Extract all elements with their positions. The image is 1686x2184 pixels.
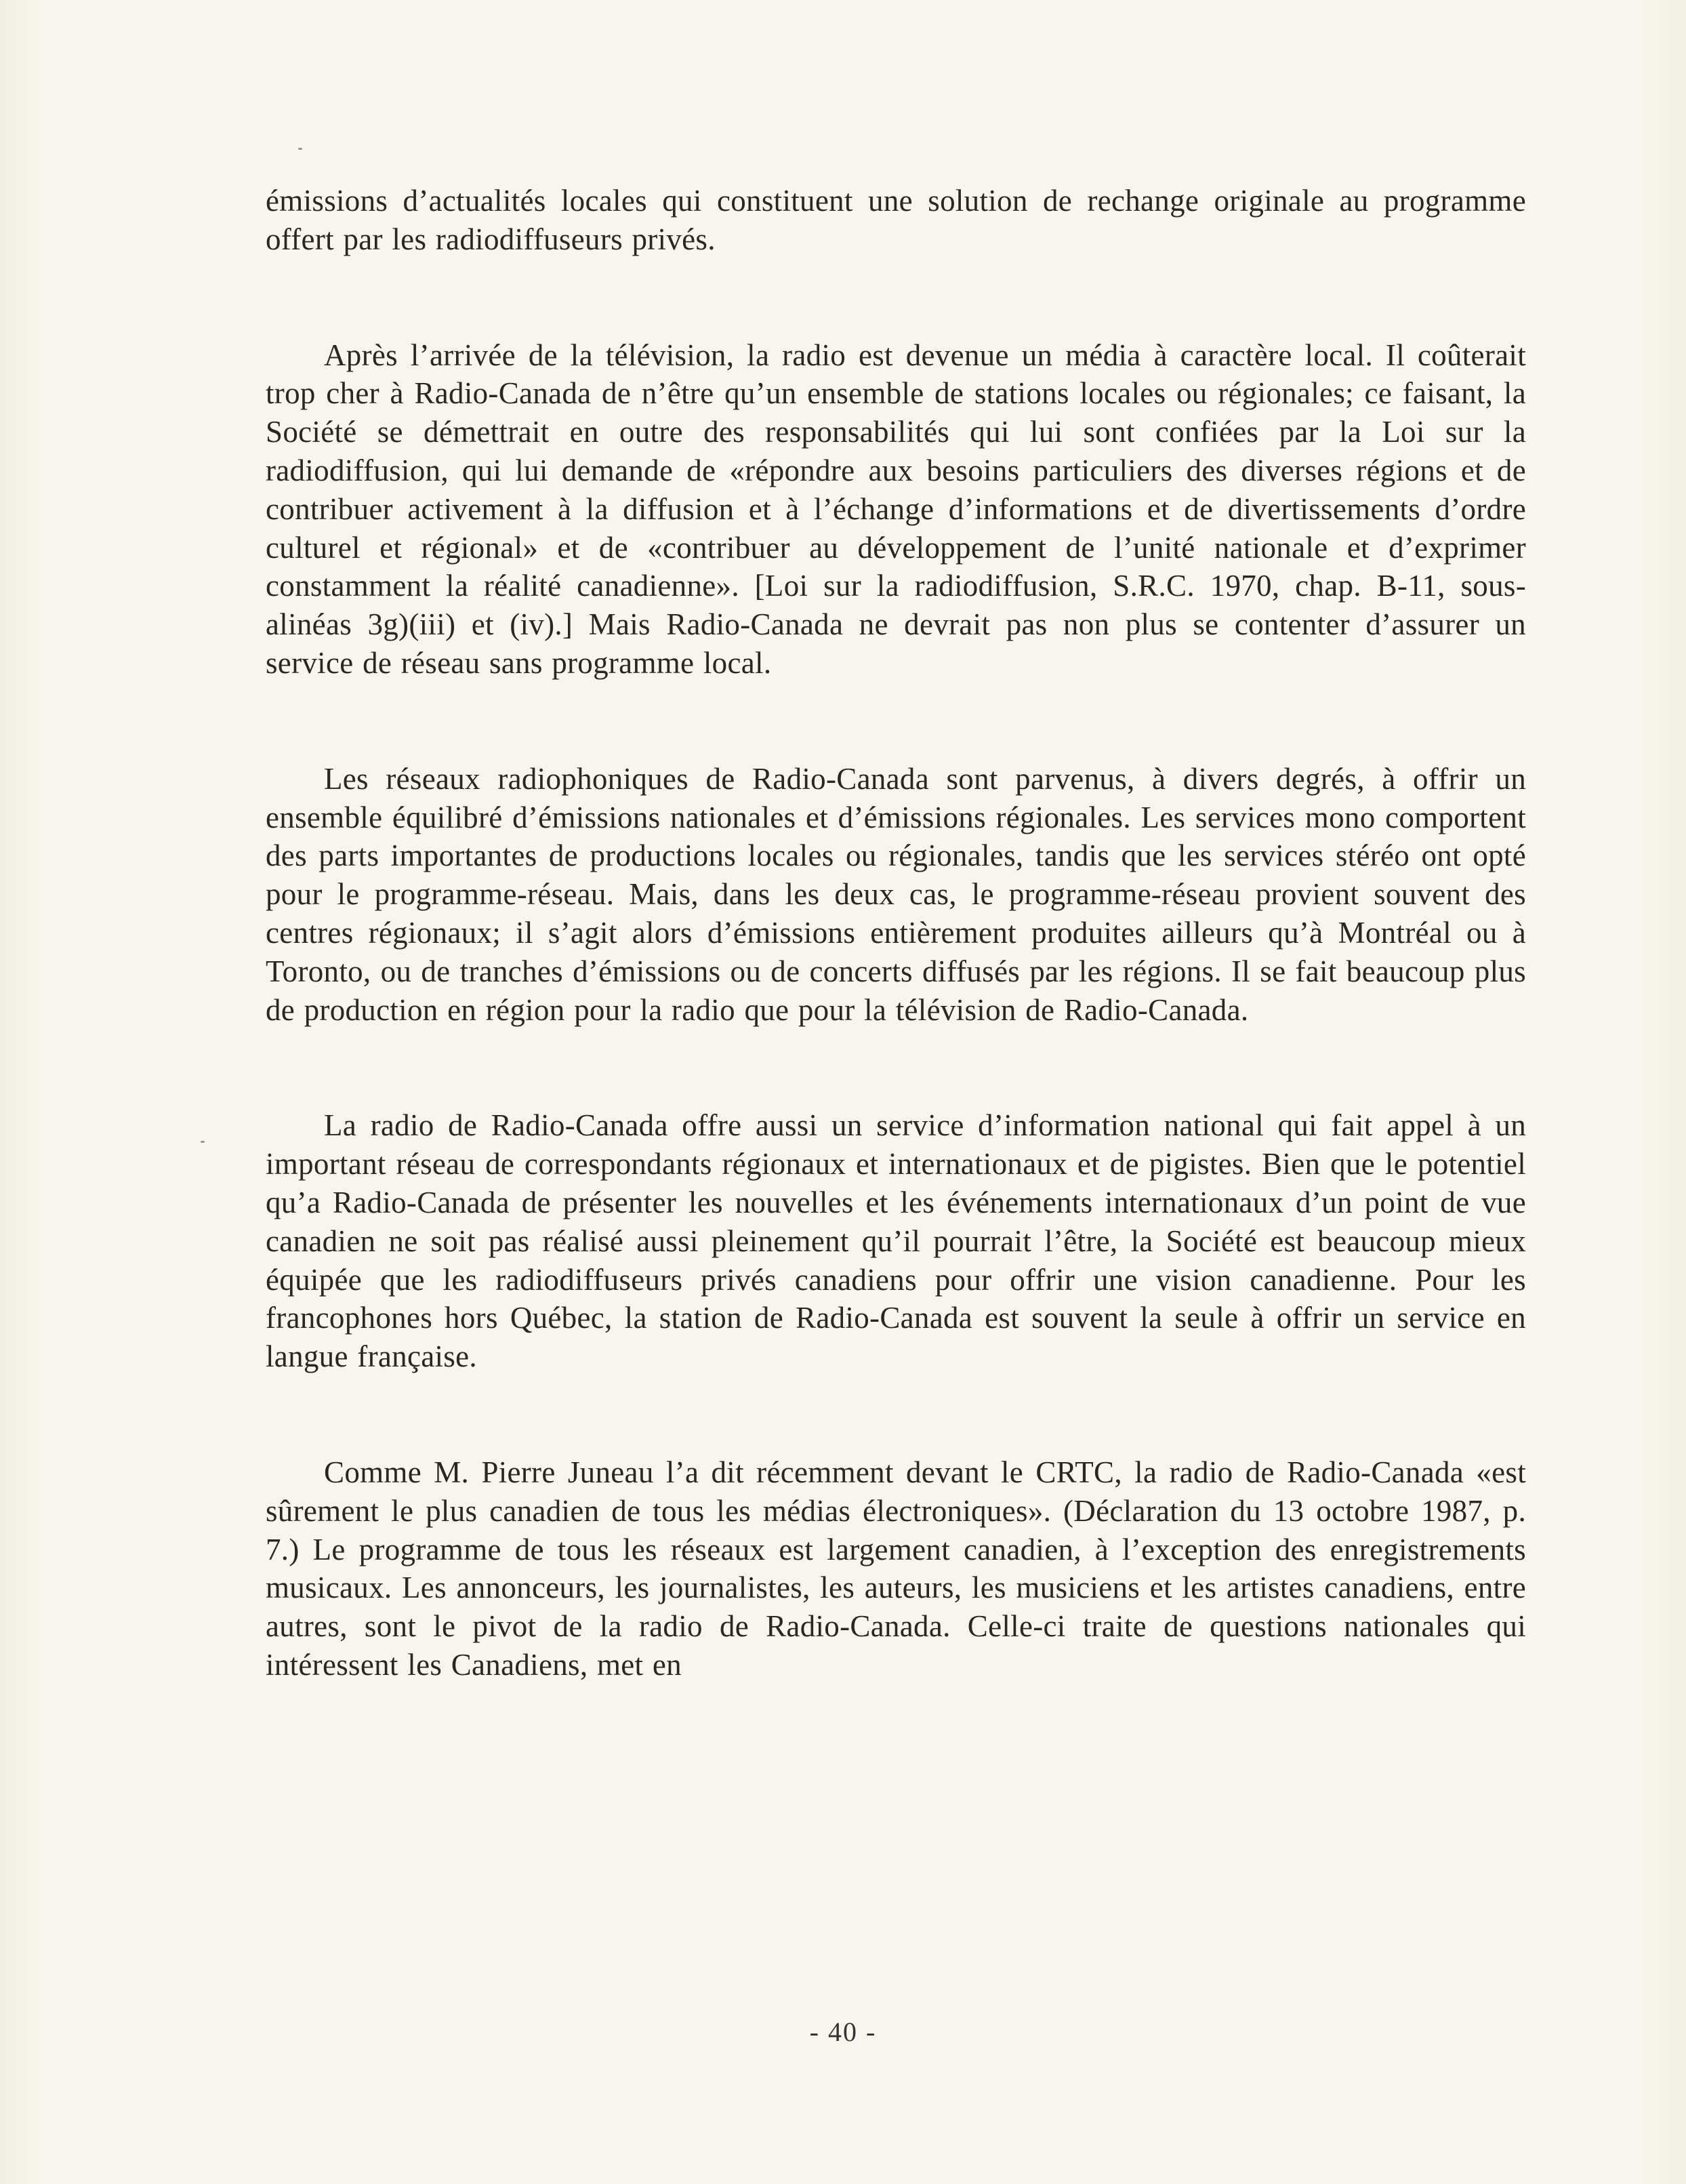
paragraph-radio-networks: Les réseaux radiophoniques de Radio-Canada sont parvenus, à divers degrés, à offrir un ensemble équilibré d’émissions nationales et d’émissions régionales. Les services mono comportent des parts importantes de productions locales ou régionales, tandis que les services stéréo ont opté pour le programme-réseau. Mais, dans les deux cas, le programme-réseau provient souvent des centres régionaux; il s’agit alors d’émissions entièrement produites ailleurs qu’à Montréal ou à Toronto, ou de tranches d’émissions ou de concerts diffusés par les régions. Il se fait beaucoup plus de production en région pour la radio que pour la télévision de Radio-Canada. — [266, 761, 1526, 1027]
scan-speck — [298, 148, 302, 150]
paragraph-information-service: La radio de Radio-Canada offre aussi un service d’information national qui fait appel à un important réseau de correspondants régionaux et internationaux et de pigistes. Bien que le potentiel qu’a Radio-Canada de présenter les nouvelles et les événements internationaux d’un point de vue canadien ne soit pas réalisé aussi pleinement qu’il pourrait l’être, la Société est beaucoup mieux équipée que les radiodiffuseurs privés canadiens pour offrir une vision canadienne. Pour les francophones hors Québec, la station de Radio-Canada est souvent la seule à offrir un service en langue française. — [266, 1108, 1526, 1374]
body-text — [266, 182, 1526, 1684]
paragraph-continuation: émissions d’actualités locales qui constituent une solution de rechange originale au programme offert par les radiodiffuseurs privés. — [266, 184, 1526, 256]
paragraph-radio-local-character: Après l’arrivée de la télévision, la radio est devenue un média à caractère local. Il coûterait trop cher à Radio-Canada de n’être qu’un ensemble de stations locales ou régionales; ce faisant, la Société se démettrait en outre des responsabilités qui lui sont confiées par la Loi sur la radiodiffusion, qui lui demande de «répondre aux besoins particuliers des diverses régions et de contribuer activement à la diffusion et à l’échange d’informations et de divertissements d’ordre culturel et régional» et de «contribuer au développement de l’unité nationale et d’exprimer constamment la réalité canadienne». [Loi sur la radiodiffusion, S.R.C. 1970, chap. B-11, sous-alinéas 3g)(iii) et (iv).] Mais Radio-Canada ne devrait pas non plus se contenter d’assurer un service de réseau sans programme local. — [266, 338, 1526, 680]
paragraph-juneau-crtc: Comme M. Pierre Juneau l’a dit récemment devant le CRTC, la radio de Radio-Canada «est sûrement le plus canadien de tous les médias électroniques». (Déclaration du 13 octobre 1987, p. 7.) Le programme de tous les réseaux est largement canadien, à l’exception des enregistrements musicaux. Les annonceurs, les journalistes, les auteurs, les musiciens et les artistes canadiens, entre autres, sont le pivot de la radio de Radio-Canada. Celle-ci traite de questions nationales qui intéressent les Canadiens, met en — [266, 1455, 1526, 1682]
scan-speck — [201, 1141, 205, 1143]
page-number: - 40 - — [809, 2017, 877, 2047]
